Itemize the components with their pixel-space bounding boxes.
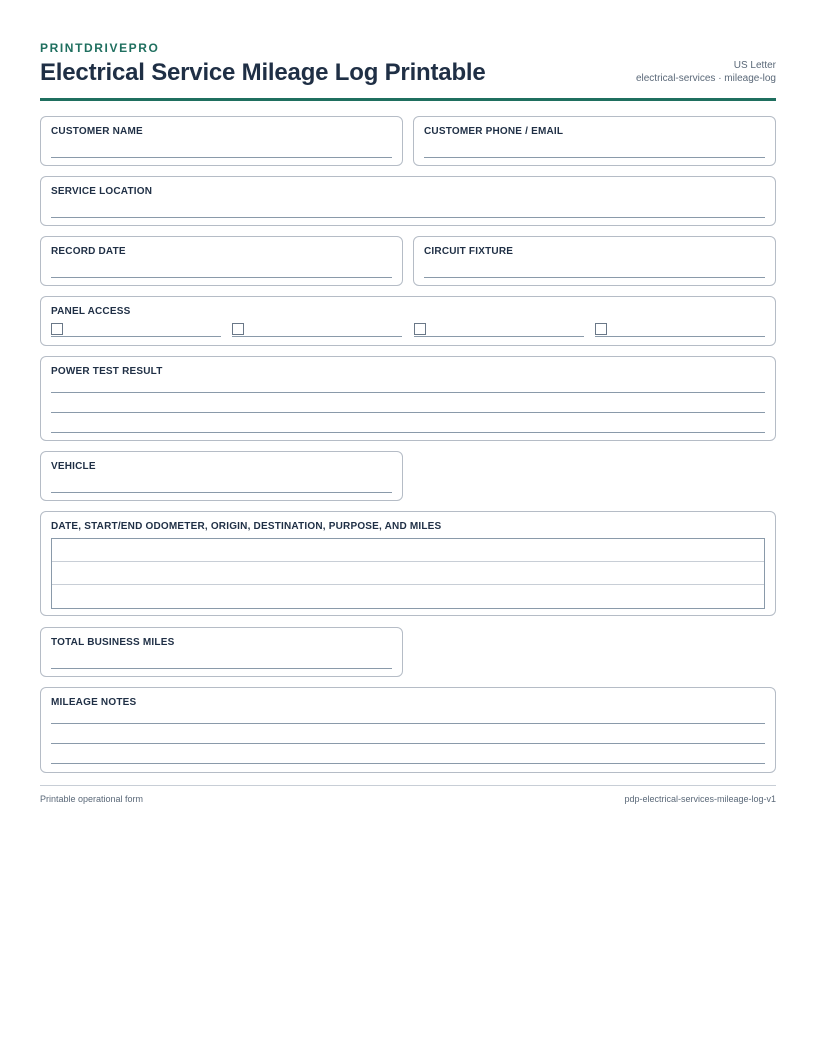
panel-access-option-2 <box>232 323 402 337</box>
footer-form-id: pdp-electrical-services-mileage-log-v1 <box>624 794 776 804</box>
trip-log-label: DATE, START/END ODOMETER, ORIGIN, DESTINATION, PURPOSE, AND MILES <box>51 521 442 532</box>
mileage-notes-line-2[interactable] <box>51 743 765 744</box>
checkbox[interactable] <box>232 323 244 335</box>
circuit-fixture-field <box>413 236 776 286</box>
service-location-field <box>40 176 776 226</box>
mileage-notes-label: MILEAGE NOTES <box>51 697 137 708</box>
vehicle-input-line[interactable] <box>51 492 392 493</box>
checkbox[interactable] <box>595 323 607 335</box>
panel-access-option-3 <box>414 323 584 337</box>
mileage-notes-line-1[interactable] <box>51 723 765 724</box>
circuit-fixture-label: CIRCUIT FIXTURE <box>424 246 514 257</box>
trip-log-field <box>40 511 776 616</box>
total-business-miles-label: TOTAL BUSINESS MILES <box>51 637 175 648</box>
paper-size: US Letter <box>733 60 776 71</box>
panel-access-option-4 <box>595 323 765 337</box>
customer-contact-input-line[interactable] <box>424 157 765 158</box>
form-title: Electrical Service Mileage Log Printable <box>40 59 486 86</box>
mileage-notes-field <box>40 687 776 773</box>
brand-name: PRINTDRIVEPRO <box>40 41 160 55</box>
vehicle-label: VEHICLE <box>51 461 96 472</box>
customer-contact-label: CUSTOMER PHONE / EMAIL <box>424 126 564 137</box>
checkbox[interactable] <box>414 323 426 335</box>
panel-access-option-1 <box>51 323 221 337</box>
mileage-notes-line-3[interactable] <box>51 763 765 764</box>
form-meta <box>636 59 776 85</box>
power-test-result-label: POWER TEST RESULT <box>51 366 163 377</box>
total-business-miles-input-line[interactable] <box>51 668 392 669</box>
panel-access-label: PANEL ACCESS <box>51 306 131 317</box>
record-date-label: RECORD DATE <box>51 246 126 257</box>
service-location-input-line[interactable] <box>51 217 765 218</box>
trip-log-table <box>51 538 765 609</box>
customer-name-field <box>40 116 403 166</box>
panel-access-field <box>40 296 776 346</box>
power-test-result-line-1[interactable] <box>51 392 765 393</box>
power-test-result-field <box>40 356 776 441</box>
circuit-fixture-input-line[interactable] <box>424 277 765 278</box>
customer-name-input-line[interactable] <box>51 157 392 158</box>
checkbox[interactable] <box>51 323 63 335</box>
customer-contact-field <box>413 116 776 166</box>
customer-name-label: CUSTOMER NAME <box>51 126 143 137</box>
table-row[interactable] <box>52 585 764 608</box>
form-footer <box>40 785 776 804</box>
vehicle-field <box>40 451 403 501</box>
category-path: electrical-services · mileage-log <box>635 73 776 84</box>
table-row[interactable] <box>52 539 764 562</box>
record-date-input-line[interactable] <box>51 277 392 278</box>
form-header <box>40 40 776 101</box>
table-row[interactable] <box>52 562 764 585</box>
footer-description: Printable operational form <box>40 794 144 804</box>
record-date-field <box>40 236 403 286</box>
power-test-result-line-3[interactable] <box>51 432 765 433</box>
power-test-result-line-2[interactable] <box>51 412 765 413</box>
total-business-miles-field <box>40 627 403 677</box>
service-location-label: SERVICE LOCATION <box>51 186 153 197</box>
